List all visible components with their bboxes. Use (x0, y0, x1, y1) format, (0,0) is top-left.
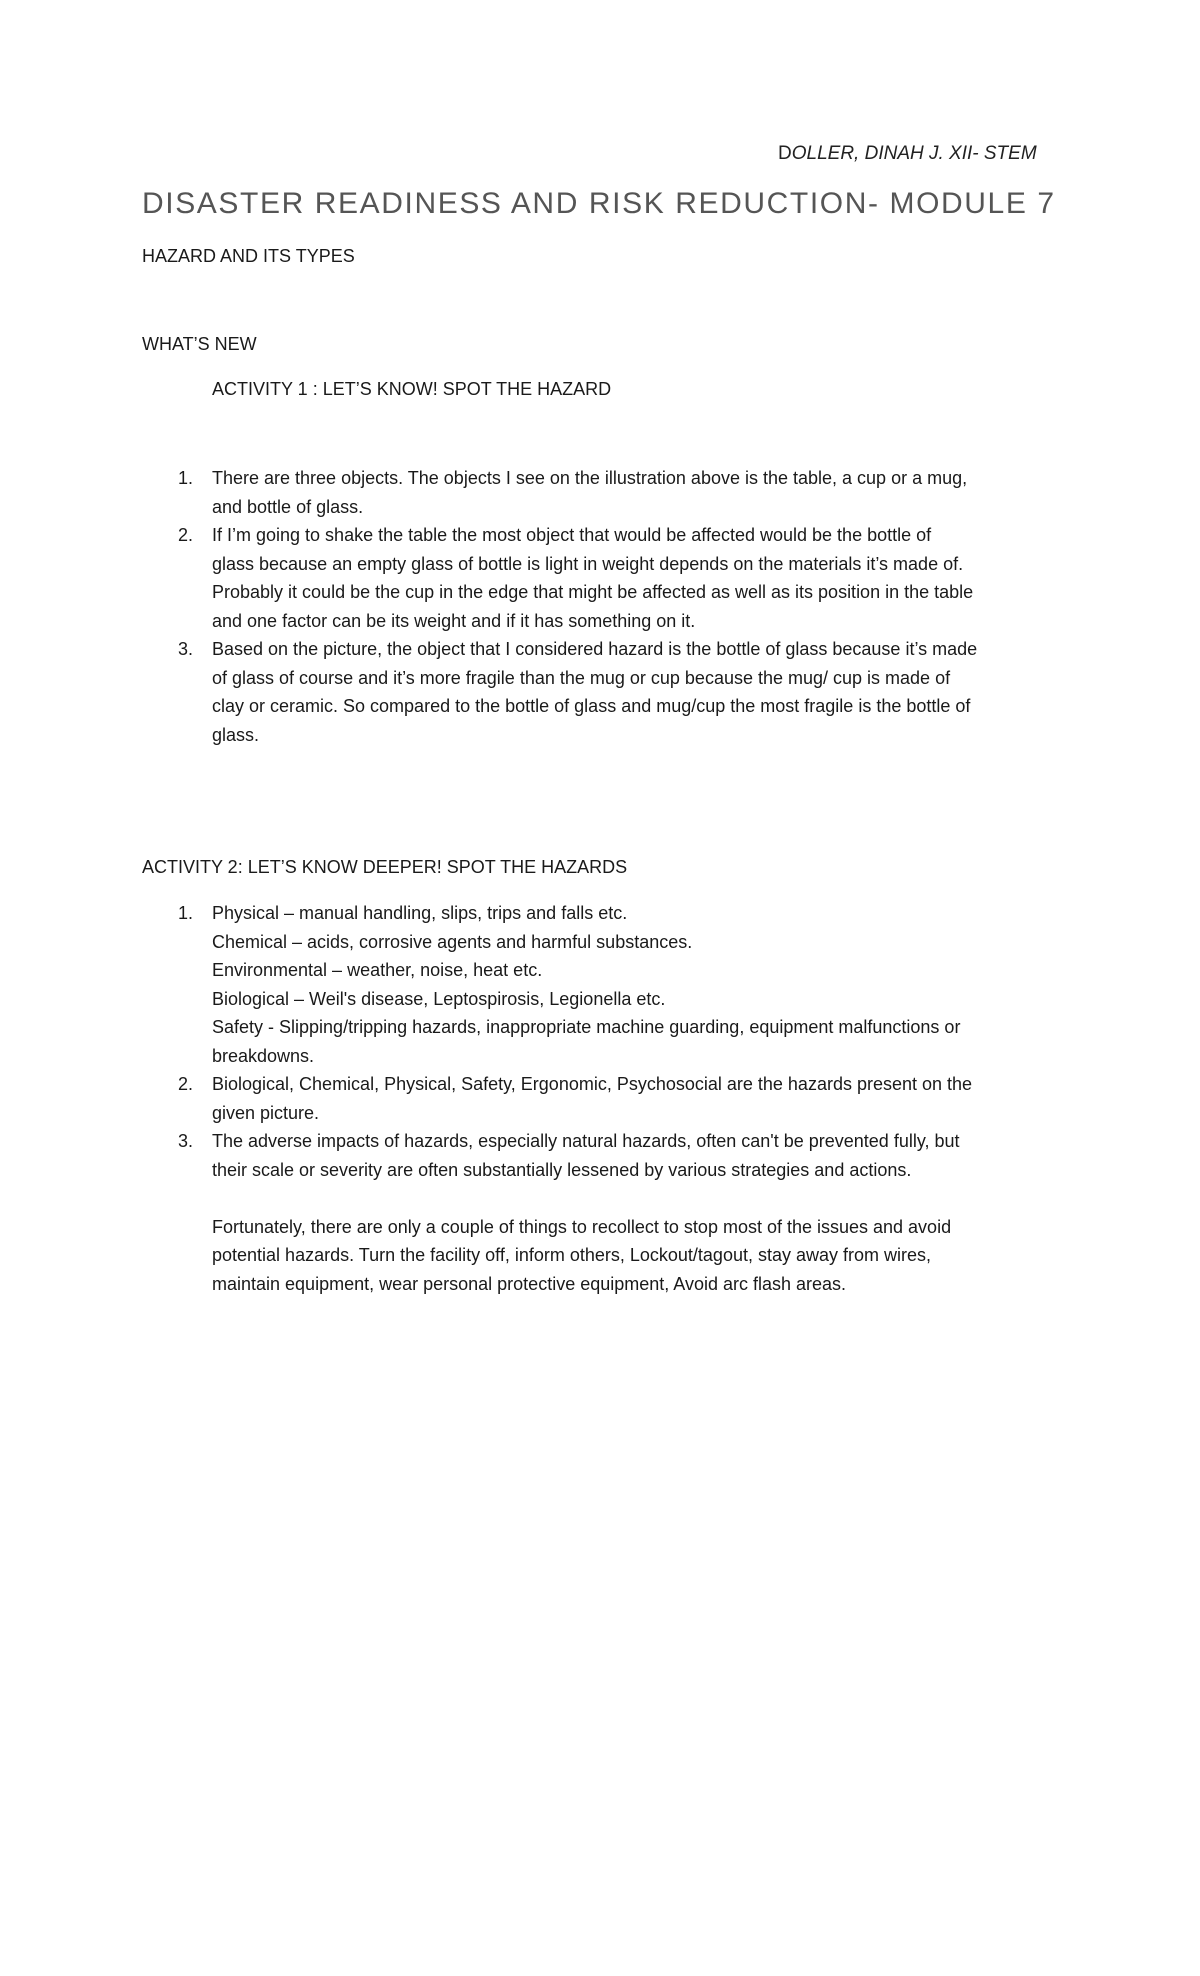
list-item-line: breakdowns. (212, 1045, 315, 1066)
list-item-line: Environmental – weather, noise, heat etc. (212, 960, 543, 980)
list-item (142, 1127, 1062, 1298)
list-item-number: 3. (178, 1131, 194, 1151)
list-item-line: Chemical – acids, corrosive agents and harmful substances. (212, 931, 693, 952)
list-item-line: There are three objects. The objects I see on the illustration above is the table, a cup or a mug, (212, 468, 968, 488)
list-item-line: Biological, Chemical, Physical, Safety, Ergonomic, Psychosocial are the hazards present on the (212, 1074, 973, 1094)
section-heading-whats-new: WHAT’S NEW (142, 334, 257, 354)
list-item-line: maintain equipment, wear personal protective equipment, Avoid arc flash areas. (212, 1273, 847, 1294)
list-item-line: The adverse impacts of hazards, especially natural hazards, often can't be prevented fully, but (212, 1131, 960, 1151)
list-item-line: Fortunately, there are only a couple of things to recollect to stop most of the issues and avoid (212, 1216, 952, 1237)
document-title: DISASTER READINESS AND RISK REDUCTION- MODULE 7 (142, 187, 1056, 220)
list-item (142, 521, 1062, 635)
list-item-number: 3. (178, 639, 194, 659)
list-item-line: If I’m going to shake the table the most object that would be affected would be the bottle of (212, 525, 932, 545)
list-item-line: of glass of course and it’s more fragile than the mug or cup because the mug/ cup is made of (212, 667, 951, 688)
list-item-line: glass because an empty glass of bottle is light in weight depends on the materials it’s made of. (212, 553, 964, 574)
list-item-line: clay or ceramic. So compared to the bottle of glass and mug/cup the most fragile is the bottle of (212, 696, 971, 716)
list-item (142, 464, 1062, 521)
list-item-line: their scale or severity are often substantially lessened by various strategies and actions. (212, 1159, 912, 1180)
list-item-line: Safety - Slipping/tripping hazards, inappropriate machine guarding, equipment malfunctions or (212, 1017, 961, 1037)
list-item-number: 1. (178, 903, 194, 923)
list-item-number: 2. (178, 525, 194, 545)
activity-2-answer-list (142, 899, 1062, 1298)
list-item-line: Physical – manual handling, slips, trips and falls etc. (212, 903, 628, 923)
list-item-number: 2. (178, 1074, 194, 1094)
author-name-section: OLLER, DINAH J. XII- STEM (791, 143, 1037, 164)
activity-1-answer-list (142, 464, 1062, 749)
author-line (778, 143, 1037, 165)
list-item-line: and one factor can be its weight and if it has something on it. (212, 610, 696, 631)
list-item-line: Probably it could be the cup in the edge that might be affected as well as its position in the table (212, 582, 974, 602)
list-item (142, 635, 1062, 749)
author-initial: D (778, 143, 792, 164)
list-item-line: Based on the picture, the object that I considered hazard is the bottle of glass because it’s made (212, 639, 978, 659)
list-item-line: glass. (212, 724, 260, 745)
list-item (142, 1070, 1062, 1127)
activity-1-heading: ACTIVITY 1 : LET’S KNOW! SPOT THE HAZARD (212, 379, 612, 399)
activity-2-heading: ACTIVITY 2: LET’S KNOW DEEPER! SPOT THE HAZARDS (142, 857, 628, 877)
list-item (142, 899, 1062, 1070)
list-item-line: potential hazards. Turn the facility off, inform others, Lockout/tagout, stay away from wires, (212, 1245, 932, 1265)
list-item-line: given picture. (212, 1102, 320, 1123)
list-item-number: 1. (178, 468, 194, 488)
paragraph-gap (212, 1184, 1062, 1213)
list-item-line: Biological – Weil's disease, Leptospirosis, Legionella etc. (212, 988, 666, 1009)
list-item-line: and bottle of glass. (212, 496, 364, 517)
document-subtitle: HAZARD AND ITS TYPES (142, 246, 355, 266)
